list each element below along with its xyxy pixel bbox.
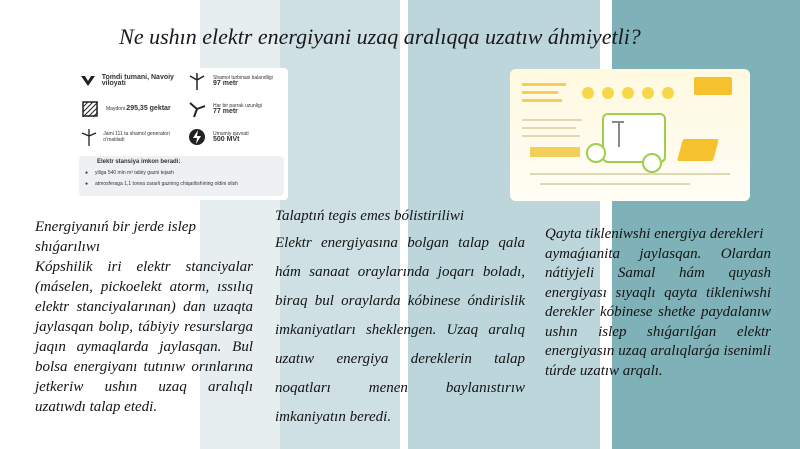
info-benefits-box <box>79 156 284 196</box>
wind-turbine-icon <box>186 71 208 91</box>
sun-icon <box>694 77 732 95</box>
area-icon <box>79 99 101 119</box>
info-cell-label: Jami 111 ta shamol generatori o'rnatiladi <box>103 131 170 143</box>
info-cell-height <box>182 68 288 94</box>
power-icon <box>186 127 208 147</box>
lightbulb-icon <box>662 87 674 99</box>
info-box-bullet: ● yiliga 540 mln m³ tabiiy gazni tejash <box>85 170 174 176</box>
column-heading: Energiyanıń bir jerde islep shıǵarılıwı <box>35 219 196 255</box>
lightbulb-icon <box>582 87 594 99</box>
solar-panel-icon <box>677 139 719 161</box>
info-cell-area <box>75 96 181 122</box>
wind-farm-infographic <box>75 68 288 200</box>
renewable-energy-illustration <box>510 69 750 201</box>
info-box-heading: Elektr stansiya imkon beradi: <box>97 159 181 165</box>
info-cell-value: 500 MVt <box>213 136 240 143</box>
chevron-down-icon <box>79 71 97 91</box>
info-cell-value: 77 metr <box>213 108 238 115</box>
slide-title: Ne ushın elektr energiyani uzaq aralıqqa uzatıw áhmiyetli? <box>119 24 641 49</box>
info-cell-label: Shamol turbinasi balandligi <box>213 75 273 81</box>
rotor-icon <box>186 99 208 119</box>
info-cell-location <box>75 68 181 94</box>
column-local-generation <box>35 217 253 417</box>
info-cell-generators <box>75 124 181 150</box>
info-cell-value: 97 metr <box>213 80 238 87</box>
info-box-bullet: ● atmosferaga 1,1 tonna zararli gazning chiqarilishining oldini olish <box>85 181 238 187</box>
info-cell-label: Maydoni <box>106 106 125 112</box>
column-renewable-sources <box>545 225 771 381</box>
info-cell-value: 295,35 gektar <box>126 105 171 112</box>
info-cell-label: Umumiy quvvati <box>213 131 249 137</box>
generators-icon <box>79 127 98 147</box>
info-cell-label: Har bir parrak uzunligi <box>213 103 262 109</box>
lightbulb-icon <box>642 87 654 99</box>
lightbulb-icon <box>622 87 634 99</box>
info-cell-label: Tomdi tumani, Navoiy viloyati <box>101 74 174 87</box>
info-cell-power <box>182 124 288 150</box>
info-cell-blade <box>182 96 288 122</box>
column-body: Elektr energiyasına bolgan talap qala hám sanaat oraylarında joqarı boladı, biraq bul oraylarda kóbinese óndirislik imkaniyatları sheklengen. Uzaq aralıq uzatıw energiya dereklerin talap noqatları menen baylanıstırıw imkaniyatın beredi. <box>275 235 525 425</box>
column-uneven-demand <box>275 206 525 432</box>
column-heading: Talaptıń tegis emes bólistiriliwi <box>275 208 465 224</box>
column-body: Kópshilik iri elektr stanciyalar (máselen, pickoelekt atorm, ıssılıq elektr stanciyalarınan) dan uzaqta jaylasqan bolıp, tábiyiy resurslarga jaqın aymaqlarda jaylasqan. Bul bolsa energiyanı tutınıw orınlarına jetkeriw ushın uzaq aralıqlı uzatıwdı talap etedi. <box>35 259 253 415</box>
factory-icon <box>586 143 606 163</box>
home-icon <box>642 153 662 173</box>
column-heading: Qayta tikleniwshi energiya derekleri <box>545 226 764 242</box>
wind-turbine-icon <box>618 121 620 147</box>
lightbulb-icon <box>602 87 614 99</box>
column-body: aymaǵıanita jaylasqan. Olardan nátiyjeli Samal hám quyash energiyası sıyaqlı qayta tikleniwshi derekler kóbinese shetke paydalanıw ushın islep shıǵarılǵan elektr energiyasın uzaq aralıqlarǵa isenimli túrde uzatıw arqalı. <box>545 245 771 379</box>
